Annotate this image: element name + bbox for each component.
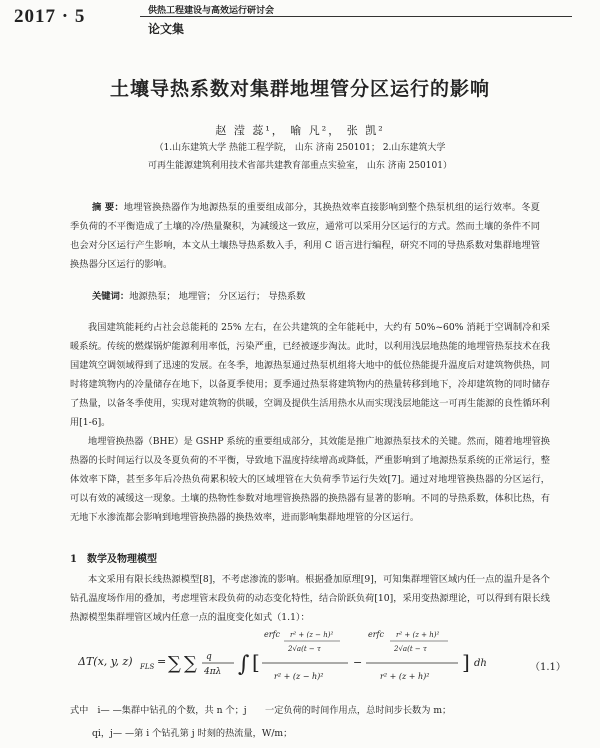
- formula-erfc-2: erfc: [368, 630, 384, 639]
- keywords-label: 关键词：: [92, 291, 130, 302]
- header-conference: 供热工程建设与高效运行研讨会: [148, 6, 275, 16]
- keywords-text: 地源热泵； 地埋管； 分区运行； 导热系数: [129, 291, 306, 302]
- formula-sqrt-2-bottom: r² + (z + h)²: [380, 672, 430, 681]
- header-year: 2017 · 5: [14, 6, 86, 27]
- abstract-label: 摘 要：: [92, 202, 124, 213]
- section-heading: 1 数学及物理模型: [70, 554, 157, 565]
- keywords: [92, 288, 305, 302]
- formula-erfc-1: erfc: [264, 630, 280, 639]
- where-line-1: 式中 i— —集群中钻孔的个数，共 n 个；j 一定负荷的时间作用点，总时间步长数为 m；: [70, 705, 452, 716]
- authors: 赵 滢 蕊¹， 喻 凡²， 张 凯²: [215, 124, 385, 137]
- formula-lhs-sub: FLS: [140, 663, 155, 671]
- formula-frac-num: q: [206, 652, 212, 662]
- paper-title: 土壤导热系数对集群地埋管分区运行的影响: [109, 78, 490, 100]
- formula-eq: =: [157, 655, 167, 668]
- abstract: [70, 198, 540, 274]
- formula: [78, 625, 558, 689]
- formula-bracket-open: [: [252, 650, 260, 674]
- abstract-text: 地埋管换热器作为地源热泵的重要组成部分，其换热效率直接影响到整个热泵机组的运行效率。冬夏季负荷的不平衡造成了土壤的冷/热量聚积，为减缓这一致应，通常可以采用分区运行的方式。然而土壤的条件不同也会对分区运行产生影响，本文从土壤热导热系数入手，利用 C 语言进行编程，研究不同的导热系数对集群地埋管换热器分区运行的影响。: [70, 202, 540, 270]
- formula-frac-den: 4πλ: [204, 667, 222, 677]
- where-line-2: qi，j— —第 i 个钻孔第 j 时刻的热流量，W/m；: [92, 728, 293, 739]
- formula-dh: dh: [474, 658, 487, 669]
- formula-bracket-close: ]: [462, 650, 470, 674]
- formula-den-1: 2√a(t − τ: [288, 645, 321, 653]
- formula-integral: ∫: [238, 652, 250, 677]
- header-rule: [140, 16, 572, 17]
- formula-den-2: 2√a(t − τ: [394, 645, 427, 653]
- body-paragraph-1: 我国建筑能耗约占社会总能耗的 25% 左右，在公共建筑的全年能耗中，大约有 50%~60% 消耗于空调制冷和采暖系统。传统的燃煤锅炉能源利用率低，污染严重，已经被逐步淘汰。此时，以利用浅层地热能的地埋管热泵技术在我国建筑空调领域得到了迅速的发展。在冬季，地源热泵通过热泵机组将大地中的低位热能提升温度后对建筑物供热，同时将建筑物内的冷量储存在地下，以备夏季使用；夏季通过热泵将建筑物内的热量转移到地下，冷却建筑物的同时储存了热量，以备冬季使用，实现对建筑物的供暖，空调及提供生活用热水从而实现浅层地能这一可再生能源的良性循环利用[1-6]。: [70, 322, 550, 428]
- formula-minus: −: [353, 656, 363, 669]
- formula-sum-1: ∑: [168, 653, 181, 674]
- formula-sqrt-2-top: r² + (z + h)²: [396, 631, 440, 639]
- formula-lhs: ΔT(x, y, z): [78, 655, 133, 668]
- body-paragraph-3: 本文采用有限长线热源模型[8]，不考虑渗流的影响。根据叠加原理[9]，可知集群埋管区域内任一点的温升是各个钻孔温度场作用的叠加，考虑埋管末段负荷的动态变化特性，结合阶跃负荷[10]，采用变热源理论，可以得到有限长线热源模型集群埋管区域内任意一点的温度变化如式（1.1）：: [70, 574, 550, 623]
- body-paragraph-2: 地埋管换热器（BHE）是 GSHP 系统的重要组成部分，其效能是推广地源热泵技术的关键。然而，随着地埋管换热器的长时间运行以及冬夏负荷的不平衡，导致地下温度持续增高或降低，严重影响到了地源热泵系统的正常运行，整体效率下降，甚至多年后冷热负荷累积较大的区域埋管在大负荷季节运行失效[7]。通过对地埋管换热器的分区运行，可以有效的减缓这一现象。土壤的热物性参数对地埋管换热器的换热器有显著的影响。不同的导热系数，体积比热，有无地下水渗流都会影响到地埋管换热器的换热效率，进而影响集群地埋管的分区运行。: [70, 436, 550, 523]
- formula-sqrt-1-bottom: r² + (z − h)²: [274, 672, 324, 681]
- affiliation-line-1: （1.山东建筑大学 热能工程学院， 山东 济南 250101； 2.山东建筑大学: [154, 143, 446, 153]
- formula-sqrt-1-top: r² + (z − h)²: [290, 631, 334, 639]
- equation-number: （1.1）: [530, 662, 566, 673]
- header-collection: 论文集: [148, 22, 185, 36]
- formula-sum-2: ∑: [184, 653, 197, 674]
- affiliation-line-2: 可再生能源建筑利用技术省部共建教育部重点实验室， 山东 济南 250101）: [148, 161, 452, 171]
